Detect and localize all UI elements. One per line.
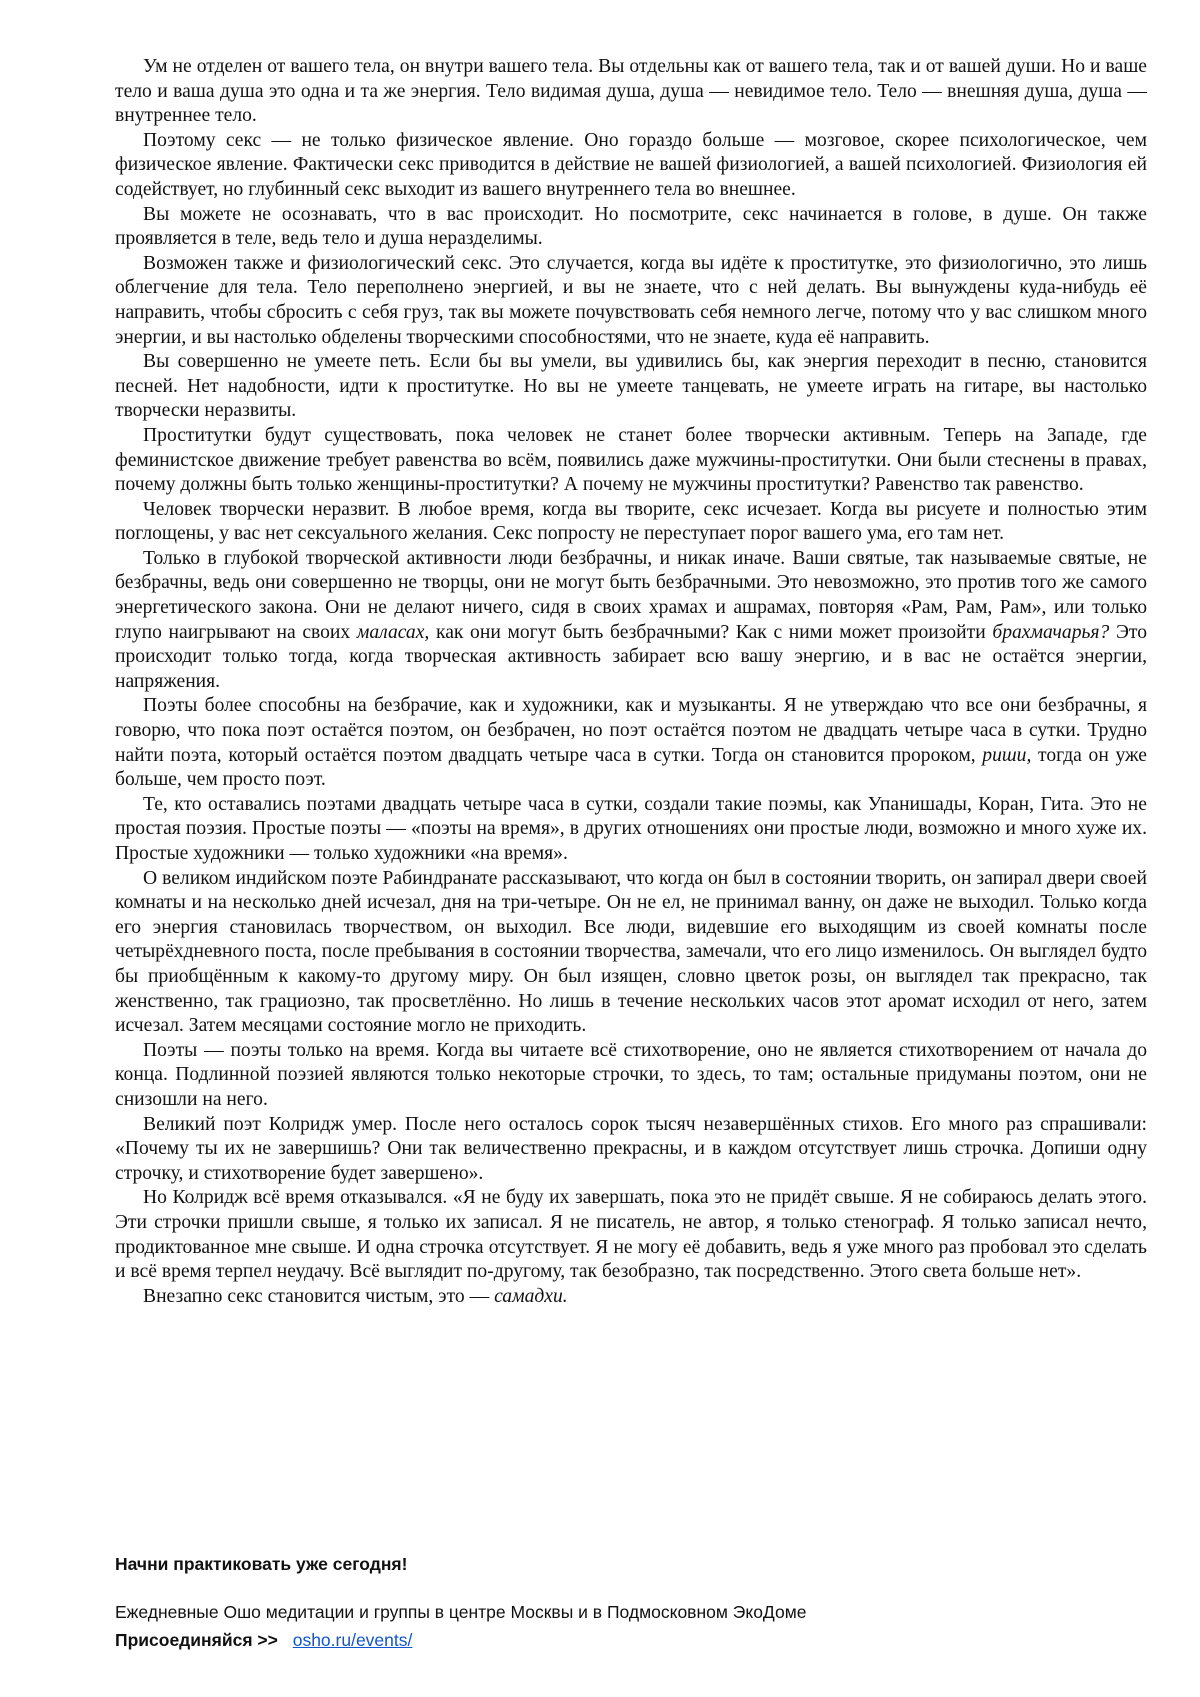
paragraph-text: Поэтому секс — не только физическое явление. Оно гораздо больше — мозговое, скорее психологическое, чем физическое явление. Фактически секс приводится в действие не вашей физиологией, а вашей психологией. Физиология ей содействует, но глубинный секс выходит из вашего внутреннего тела во внешнее. [115,129,1147,200]
paragraph-text: Возможен также и физиологический секс. Это случается, когда вы идёте к проститутке, это физиологично, это лишь облегчение для тела. Тело переполнено энергией, и вы не знаете, что с ней делать. Вы вынуждены куда-нибудь её направить, чтобы сбросить с себя груз, так вы можете почувствовать себя немного легче, потому что у вас слишком много энергии, и вы настолько обделены творческими способностями, что не знаете, куда её направить. [115,252,1147,348]
paragraph-text: Поэты более способны на безбрачие, как и художники, как и музыканты. Я не утверждаю что все они безбрачны, я говорю, что пока поэт остаётся поэтом, он безбрачен, но поэт остаётся поэтом не двадцать четыре часа в сутки. Трудно найти поэта, который остаётся поэтом двадцать четыре часа в сутки. Тогда он становится пророком, [115,695,1147,766]
paragraph [115,1113,1147,1187]
paragraph [115,424,1147,498]
paragraph-text: Великий поэт Колридж умер. После него осталось сорок тысяч незавершённых стихов. Его много раз спрашивали: «Почему ты их не завершишь? Они так величественно прекрасны, и в каждом отсутствует лишь строчка. Допиши одну строчку, и стихотворение будет завершено». [115,1113,1147,1184]
paragraph-text: как они могут быть безбрачными? Как с ними может произойти [429,621,993,643]
call-to-action: Начни практиковать уже сегодня! [115,1554,408,1574]
paragraph [115,252,1147,350]
paragraph-text: Человек творчески неразвит. В любое время, когда вы творите, секс исчезает. Когда вы рисуете и полностью этим поглощены, у вас нет сексуального желания. Секс попросту не переступает порог вашего ума, его там нет. [115,498,1147,545]
paragraph-text: Те, кто оставались поэтами двадцать четыре часа в сутки, создали такие поэмы, как Упанишады, Коран, Гита. Это не простая поэзия. Простые поэты — «поэты на время», в других отношениях они простые люди, возможно и много хуже их. Простые художники — только художники «на время». [115,793,1147,864]
paragraph-text: Вы можете не осознавать, что в вас происходит. Но посмотрите, секс начинается в голове, в душе. Он также проявляется в теле, ведь тело и душа неразделимы. [115,203,1147,250]
paragraph-text: Это происходит только тогда, когда творческая активность забирает всю вашу энергию, и в вас не остаётся энергии, напряжения. [115,621,1147,692]
paragraph-text: Только в глубокой творческой активности люди безбрачны, и никак иначе. Ваши святые, так называемые святые, не безбрачны, ведь они совершенно не творцы, они не могут быть безбрачными. Это невозможно, это против того же самого энергетического закона. Они не делают ничего, сидя в своих храмах и ашрамах, повторяя «Рам, Рам, Рам», или только глупо наигрывают на своих [115,547,1147,643]
paragraph [115,1285,1147,1310]
events-info: Ежедневные Ошо медитации и группы в центре Москвы и в Подмосковном ЭкоДоме [115,1602,807,1622]
paragraph-text: Поэты — поэты только на время. Когда вы читаете всё стихотворение, оно не является стихотворением от начала до конца. Подлинной поэзией являются только некоторые строчки, то здесь, то там; остальные придуманы поэтом, они не снизошли на него. [115,1039,1147,1110]
italic-term: самадхи. [494,1285,568,1307]
events-link[interactable]: osho.ru/events/ [292,1630,413,1650]
paragraph [115,694,1147,792]
paragraph-text: Вы совершенно не умеете петь. Если бы вы умели, вы удивились бы, как энергия переходит в песню, становится песней. Нет надобности, идти к проститутке. Но вы не умеете танцевать, не умеете играть на гитаре, вы настолько творчески неразвиты. [115,351,1147,422]
paragraph [115,350,1147,424]
paragraph [115,793,1147,867]
paragraph [115,867,1147,1039]
paragraph [115,1186,1147,1284]
paragraph [115,547,1147,695]
article-body [115,55,1147,1309]
join-line [115,1630,1147,1651]
paragraph [115,498,1147,547]
italic-term: риши, [982,744,1032,766]
italic-term: маласах, [356,621,430,643]
paragraph [115,129,1147,203]
paragraph [115,1039,1147,1113]
paragraph-text: Но Колридж всё время отказывался. «Я не буду их завершать, пока это не придёт свыше. Я не собираюсь делать этого. Эти строчки пришли свыше, я только их записал. Я не писатель, не автор, я только стенограф. Я только записал нечто, продиктованное мне свыше. И одна строчка отсутствует. Я не могу её добавить, ведь я уже много раз пробовал это сделать и всё время терпел неудачу. Всё выглядит по-другому, так безобразно, так посредственно. Этого света больше нет». [115,1187,1147,1283]
paragraph-text: Ум не отделен от вашего тела, он внутри вашего тела. Вы отдельны как от вашего тела, так и от вашей души. Но и ваше тело и ваша душа это одна и та же энергия. Тело видимая душа, душа — невидимое тело. Тело — внешняя душа, душа — внутреннее тело. [115,56,1147,127]
join-label: Присоединяйся >> [115,1630,278,1650]
italic-term: брахмачарья? [992,621,1110,643]
paragraph-text: Проститутки будут существовать, пока человек не станет более творчески активным. Теперь на Западе, где феминистское движение требует равенства во всём, появились даже мужчины-проститутки. Они были стеснены в правах, почему должны быть только женщины-проститутки? А почему не мужчины проститутки? Равенство так равенство. [115,424,1147,496]
paragraph [115,203,1147,252]
paragraph [115,55,1147,129]
paragraph-text: Внезапно секс становится чистым, это — [143,1285,495,1307]
paragraph-text: О великом индийском поэте Рабиндранате рассказывают, что когда он был в состоянии творить, он запирал двери своей комнаты и на несколько дней исчезал, дня на три-четыре. Он не ел, не принимал ванну, он даже не выходил. Только когда его энергия становилась творчеством, он выходил. Все люди, видевшие его выходящим из своей комнаты после четырёхдневного поста, после пребывания в состоянии творчества, замечали, что его лицо изменилось. Он выглядел будто бы приобщённым к какому-то другому миру. Он был изящен, словно цветок розы, он выглядел так прекрасно, так женственно, так грациозно, так просветлённо. Но лишь в течение нескольких часов этот аромат исходил от него, затем исчезал. Затем месяцами состояние могло не приходить. [115,867,1147,1037]
paragraph-text: тогда он уже больше, чем просто поэт. [115,744,1147,791]
